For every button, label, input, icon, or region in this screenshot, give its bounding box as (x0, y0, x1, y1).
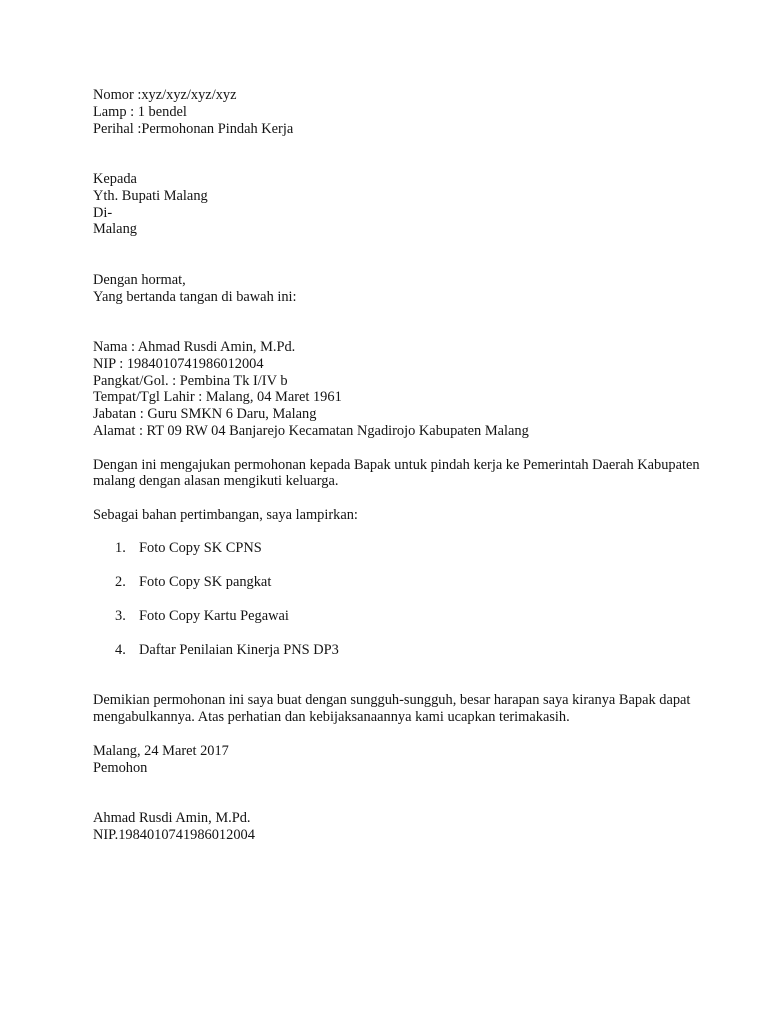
list-item-number: 2. (115, 573, 126, 590)
list-item-number: 4. (115, 641, 126, 658)
list-item-text: Daftar Penilaian Kinerja PNS DP3 (139, 641, 339, 658)
identity-name: Nama : Ahmad Rusdi Amin, M.Pd. (93, 338, 296, 355)
list-item (93, 642, 713, 659)
attachment-count: Lamp : 1 bendel (93, 103, 187, 120)
recipient-name: Yth. Bupati Malang (93, 187, 208, 204)
list-item-text: Foto Copy Kartu Pegawai (139, 607, 289, 624)
recipient-to: Kepada (93, 170, 137, 187)
identity-nip: NIP : 198401074198601200​4 (93, 355, 264, 372)
letter-number: Nomor :xyz/xyz/xyz/xyz (93, 87, 237, 103)
list-item (93, 574, 713, 591)
greeting: Dengan hormat, (93, 271, 186, 288)
identity-address: Alamat : RT 09 RW 04 Banjarejo Kecamatan Ngadirojo Kabupaten Malang (93, 422, 529, 439)
list-item (93, 608, 713, 625)
attachments-list (93, 540, 713, 659)
identity-position: Jabatan : Guru SMKN 6 Daru, Malang (93, 406, 317, 423)
signature-role: Pemohon (93, 759, 148, 776)
attachments-intro: Sebagai bahan pertimbangan, saya lampirkan: (93, 506, 358, 523)
recipient-city: Malang (93, 221, 137, 238)
list-item-text: Foto Copy SK CPNS (139, 539, 262, 556)
closing-paragraph: Demikian permohonan ini saya buat dengan sungguh-sungguh, besar harapan saya kiranya Bapak dapat mengabulkannya. Atas perhatian dan kebijaksanaannya kami ucapkan terimakasih. (93, 692, 691, 726)
identity-rank: Pangkat/Gol. : Pembina Tk I/IV b (93, 372, 288, 389)
identity-birth: Tempat/Tgl Lahir : Malang, 04 Maret 1961 (93, 389, 342, 406)
list-item (93, 540, 713, 557)
intro-line: Yang bertanda tangan di bawah ini: (93, 288, 297, 305)
signature-name: Ahmad Rusdi Amin, M.Pd. (93, 809, 251, 826)
list-item-number: 3. (115, 607, 126, 624)
recipient-at: Di- (93, 204, 113, 221)
list-item-number: 1. (115, 539, 126, 556)
list-item-text: Foto Copy SK pangkat (139, 573, 272, 590)
letter-subject: Perihal :Permohonan Pindah Kerja (93, 120, 294, 137)
signature-place-date: Malang, 24 Maret 2017 (93, 742, 229, 759)
letter-page (93, 87, 713, 843)
request-paragraph: Dengan ini mengajukan permohonan kepada Bapak untuk pindah kerja ke Pemerintah Daerah Kabupaten malang dengan alasan mengikuti keluarga. (93, 456, 700, 490)
signature-nip: NIP.198401074198601200​4 (93, 826, 255, 843)
